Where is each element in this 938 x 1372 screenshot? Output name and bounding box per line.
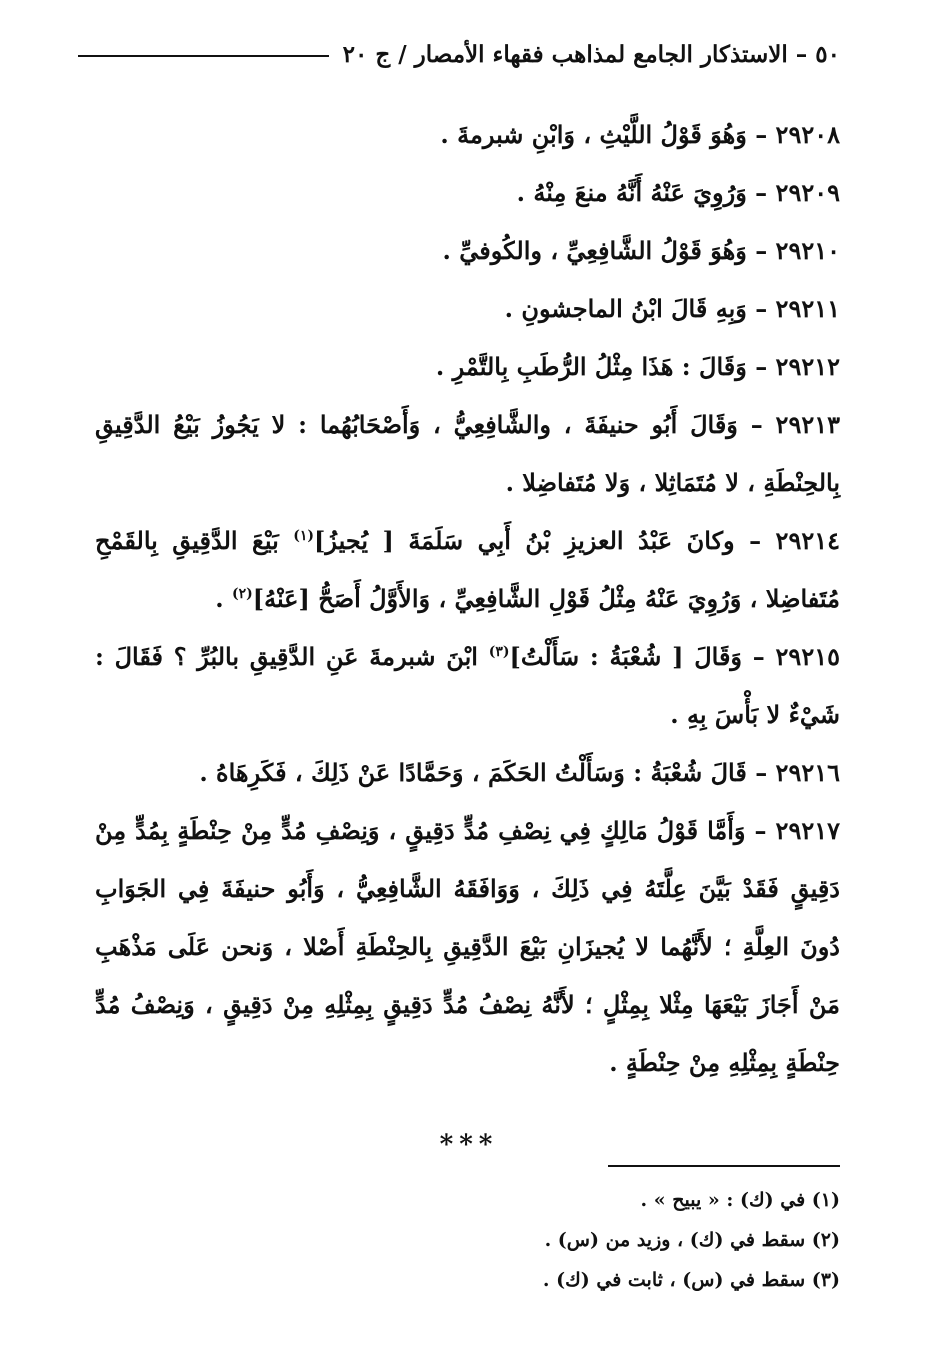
paragraph-29214 bbox=[95, 512, 840, 628]
paragraph-29216: ٢٩٢١٦ – قَالَ شُعْبَةُ : وَسَأَلْتُ الحَكَمَ ، وَحَمَّادًا عَنْ ذَلِكَ ، فَكَرِهَاهُ . bbox=[199, 758, 840, 787]
footnote-3: (٣) سقط في (س) ، ثابت في (ك) . bbox=[542, 1269, 840, 1291]
header-rule bbox=[78, 55, 329, 57]
paragraph-29215 bbox=[95, 628, 840, 744]
footnote-1: (١) في (ك) : « يبيح » . bbox=[640, 1189, 840, 1211]
paragraph-29215-part-a: ٢٩٢١٥ – وَقَالَ [ شُعْبَةُ : سَأَلْتُ] bbox=[509, 642, 840, 671]
section-separator: *** bbox=[439, 1130, 499, 1160]
paragraph-29214-part-c: . bbox=[215, 584, 232, 613]
paragraph-29210: ٢٩٢١٠ – وَهُوَ قَوْلُ الشَّافِعِيِّ ، والكُوفيِّ . bbox=[442, 236, 840, 265]
paragraph-29213: ٢٩٢١٣ – وَقَالَ أَبُو حنيفَةَ ، والشَّافِعِيُّ ، وَأَصْحَابُهُما : لا يَجُوزُ بَيْعُ الدَّقِيقِ بِالحِنْطَةِ ، لا مُتَمَاثِلا ، وَلا مُتَفاضِلا . bbox=[95, 410, 840, 497]
footnote-2: (٢) سقط في (ك) ، وزيد من (س) . bbox=[544, 1229, 840, 1251]
paragraph-29211: ٢٩٢١١ – وَبِهِ قَالَ ابْنُ الماجشونِ . bbox=[504, 294, 840, 323]
paragraph-29215-part-b: ابْنَ شبرمةَ عَنِ الدَّقِيقِ بالبُرِّ ؟ فَقَالَ : شَيْءٌ لا بَأْسَ بِهِ . bbox=[95, 642, 840, 729]
main-text bbox=[95, 106, 840, 1092]
paragraph-29217: ٢٩٢١٧ – وَأَمَّا قَوْلُ مَالِكٍ فِي نِصْفِ مُدٍّ دَقِيقٍ ، وَنِصْفِ مُدٍّ مِنْ حِنْطَةٍ بِمُدٍّ مِنْ دَقِيقٍ فَقَدْ بَيَّنَ عِلَّتَهُ فِي ذَلِكَ ، وَوَافَقَهُ الشَّافِعِيُّ ، وَأَبُو حنيفَةَ فِي الجَوَابِ دُونَ العِلَّةِ ؛ لأَنَّهُما لا يُجيزَانِ بَيْعَ الدَّقِيقِ بِالحِنْطَةِ أَصْلا ، وَنحن عَلَى مَذْهَبِ مَنْ أَجَازَ بَيْعَهَا مِثْلا بِمِثْلٍ ؛ لأَنَّهُ نِصْفُ مُدٍّ دَقِيقٍ بِمِثْلِهِ مِنْ دَقِيقٍ ، وَنِصْفُ مُدٍّ حِنْطَةٍ بِمِثْلِهِ مِنْ حِنْطَةٍ . bbox=[95, 816, 840, 1077]
footnote-ref-3[interactable]: (٣) bbox=[488, 644, 510, 660]
paragraph-29212: ٢٩٢١٢ – وَقَالَ : هَذَا مِثْلُ الرُّطَبِ بِالتَّمْرِ . bbox=[435, 352, 840, 381]
paragraph-29214-part-a: ٢٩٢١٤ – وكانَ عَبْدُ العزيزِ بْنُ أَبِي سَلَمَةَ [ يُجيزُ] bbox=[314, 526, 840, 555]
footnote-ref-1[interactable]: (١) bbox=[293, 528, 315, 544]
footnote-ref-2[interactable]: (٢) bbox=[231, 586, 253, 602]
footnote-rule bbox=[608, 1165, 840, 1167]
footnotes bbox=[95, 1180, 840, 1300]
paragraph-29209: ٢٩٢٠٩ – وَرُوِيَ عَنْهُ أَنَّهُ منعَ مِنْهُ . bbox=[516, 178, 840, 207]
running-header bbox=[78, 34, 840, 74]
paragraph-29214-part-b: بَيْعَ الدَّقِيقِ بِالقَمْحِ مُتَفاضِلا ، وَرُوِيَ عَنْهُ مِثْلُ قَوْلِ الشَّافِعِيِّ ، وَالأَوَّلُ أَصَحُّ [عَنْهُ] bbox=[95, 526, 840, 613]
header-title: ٥٠ – الاستذكار الجامع لمذاهب فقهاء الأمصار / ج ٢٠ bbox=[342, 40, 840, 68]
paragraph-29208: ٢٩٢٠٨ – وَهُوَ قَوْلُ اللَّيْثِ ، وَابْنِ شبرمةَ . bbox=[440, 120, 840, 149]
